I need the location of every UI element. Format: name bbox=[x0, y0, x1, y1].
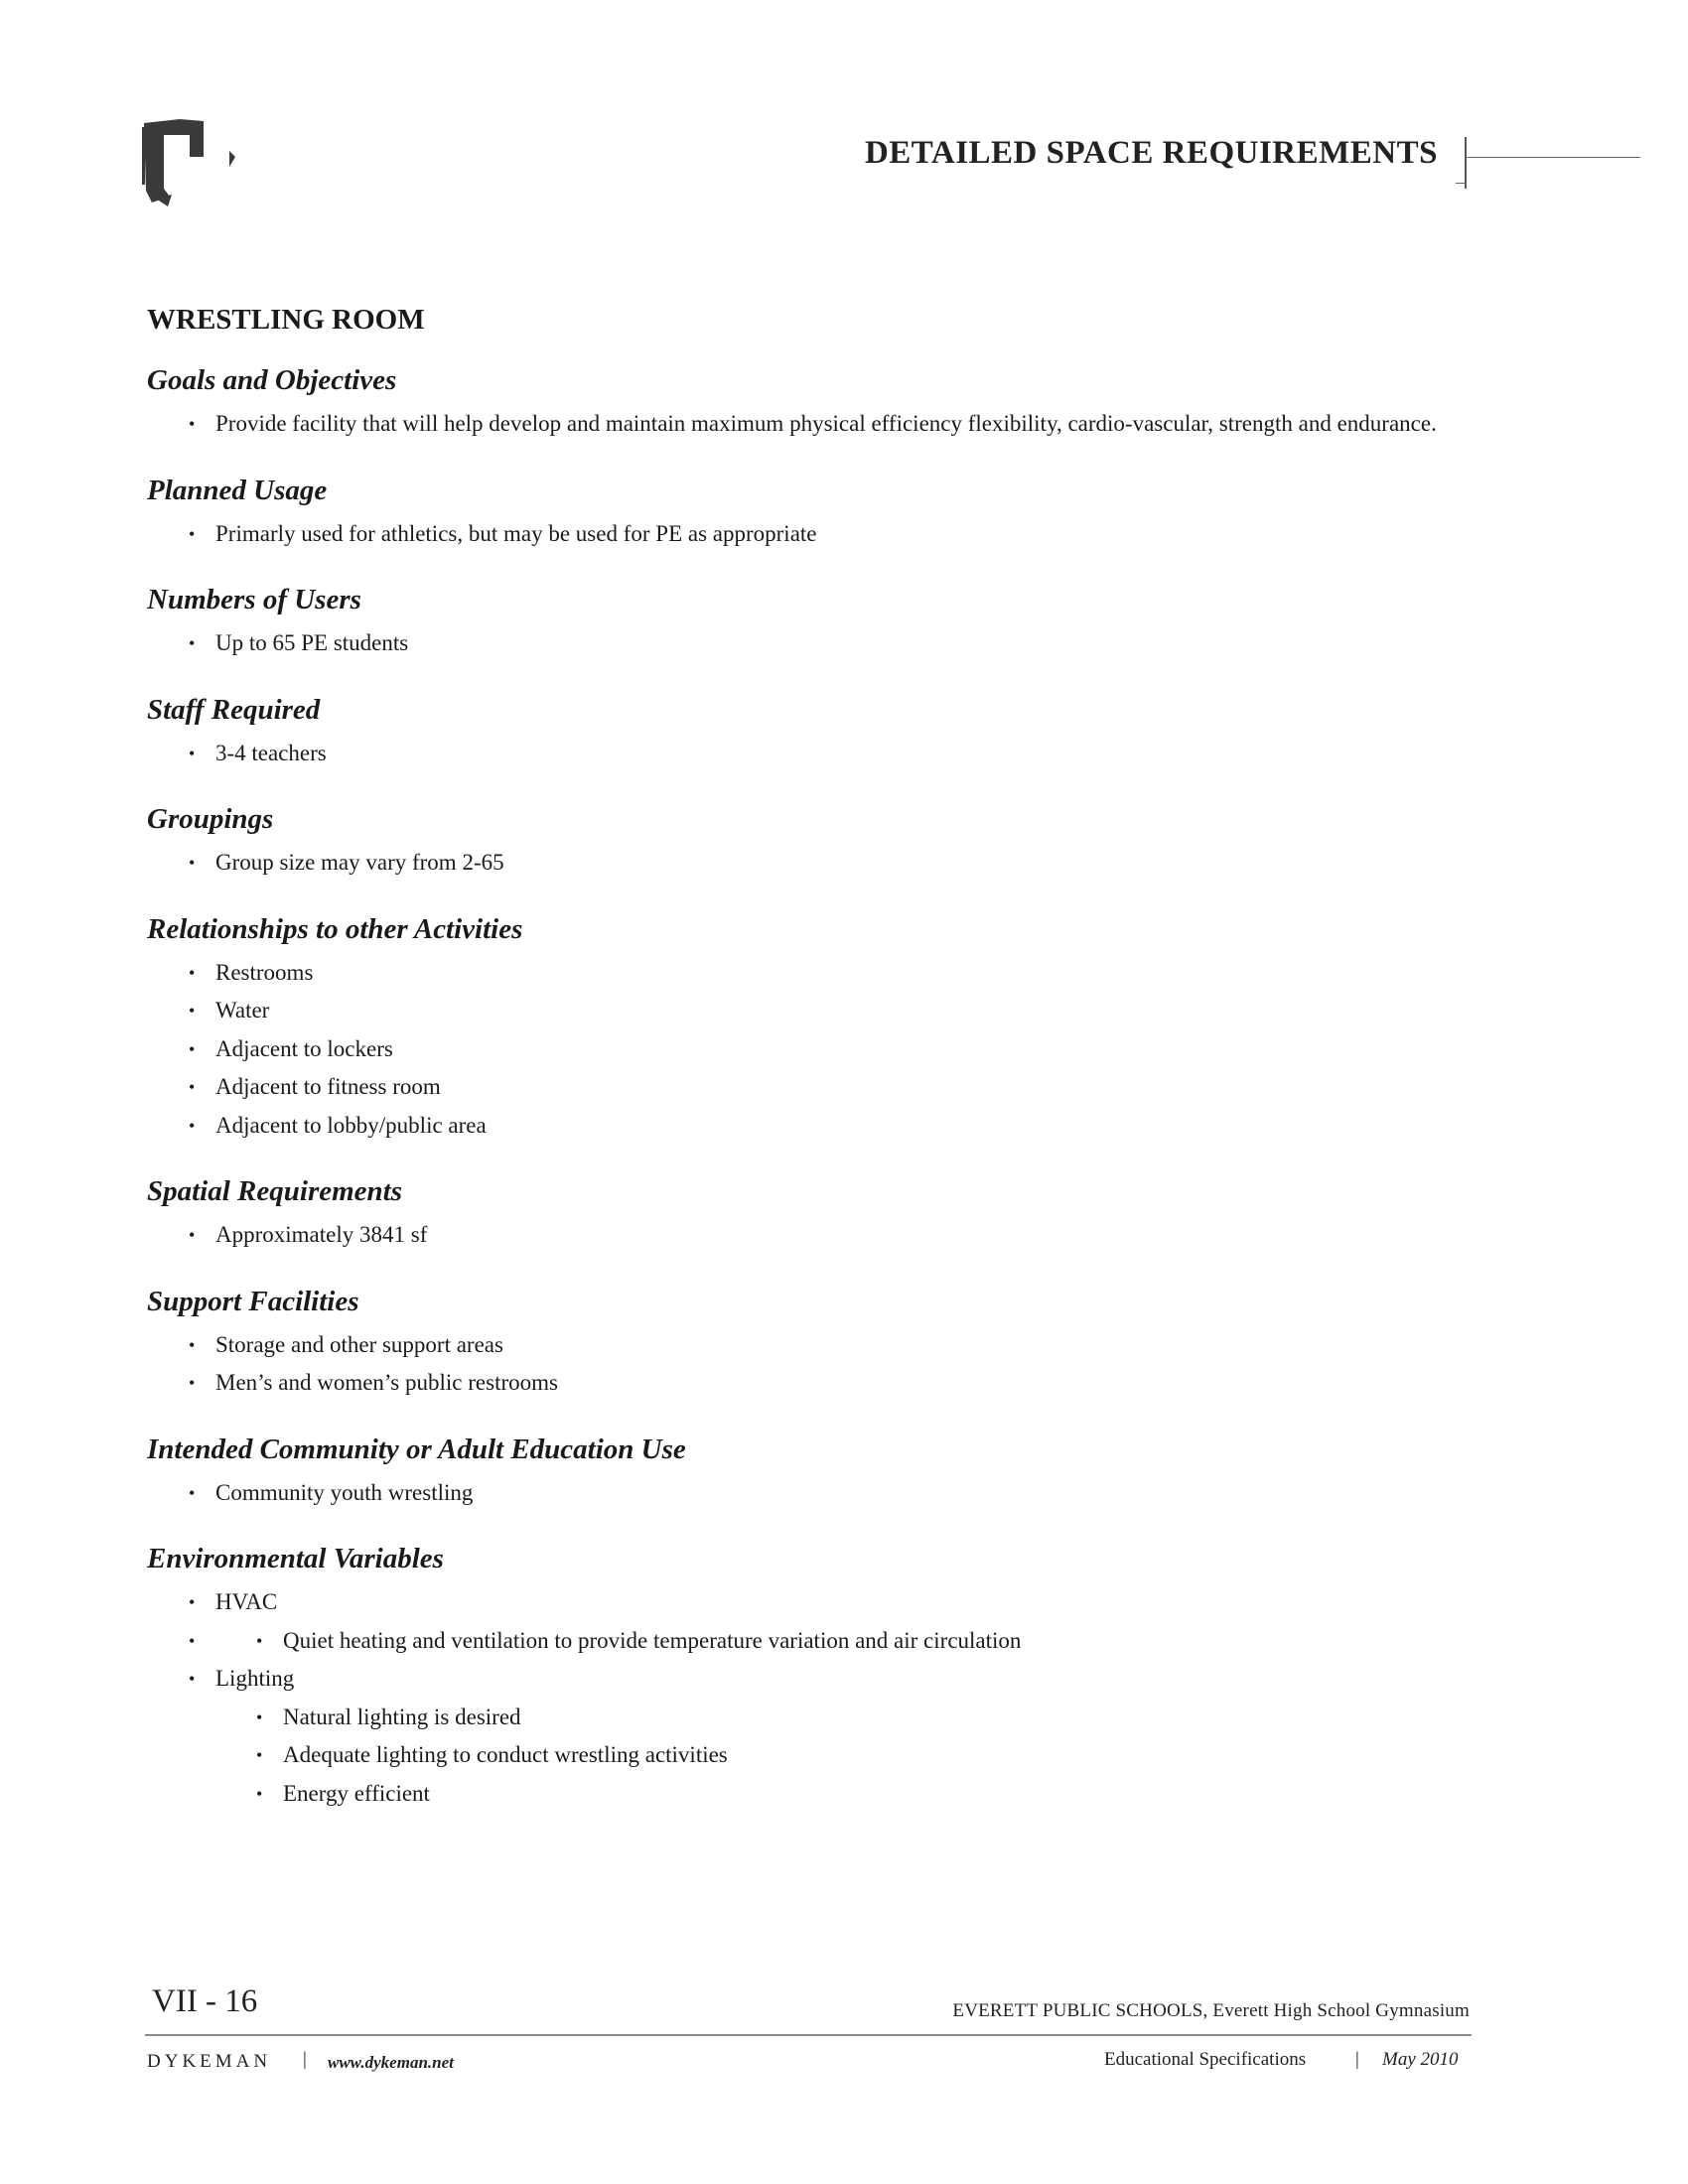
section-heading: Goals and Objectives bbox=[147, 364, 397, 396]
sub-list-item: • Natural lighting is desired bbox=[256, 1699, 1477, 1737]
document-body bbox=[147, 304, 1477, 1842]
section-numbers-of-users bbox=[147, 582, 1477, 663]
section-spatial-requirements bbox=[147, 1173, 1477, 1255]
list-item-hvac: • HVAC bbox=[189, 1583, 1477, 1622]
section-goals bbox=[147, 362, 1477, 444]
footer-url-link[interactable]: www.dykeman.net bbox=[328, 2053, 454, 2072]
section-heading: Planned Usage bbox=[147, 474, 328, 506]
header-rule-tick bbox=[1456, 183, 1466, 184]
list-item: • Approximately 3841 sf bbox=[189, 1216, 1477, 1255]
section-heading: Support Facilities bbox=[147, 1285, 359, 1317]
section-heading: Relationships to other Activities bbox=[147, 912, 523, 945]
list-item: • Water bbox=[189, 992, 1477, 1030]
section-support-facilities bbox=[147, 1284, 1477, 1403]
list-item: • Adjacent to lockers bbox=[189, 1030, 1477, 1069]
list-item: • Up to 65 PE students bbox=[189, 624, 1477, 663]
header-rule bbox=[1466, 157, 1640, 158]
list-item: • 3-4 teachers bbox=[189, 735, 1477, 773]
list-item: • Adjacent to fitness room bbox=[189, 1068, 1477, 1107]
footer-spec-label: Educational Specifications bbox=[1104, 2049, 1307, 2070]
list-item-lighting: • Lighting bbox=[189, 1660, 1477, 1699]
sub-list-item: • • Quiet heating and ventilation to provide temperature variation and air circulation bbox=[256, 1622, 1477, 1661]
dykeman-logo-icon bbox=[142, 117, 251, 211]
sub-list-container bbox=[189, 1622, 1477, 1661]
list-item: • Storage and other support areas bbox=[189, 1326, 1477, 1365]
section-heading: Groupings bbox=[147, 803, 274, 835]
section-planned-usage bbox=[147, 473, 1477, 554]
section-heading: Environmental Variables bbox=[147, 1543, 444, 1574]
list-item: • Community youth wrestling bbox=[189, 1474, 1477, 1513]
section-heading: Spatial Requirements bbox=[147, 1175, 403, 1207]
page-header-title: DETAILED SPACE REQUIREMENTS bbox=[864, 135, 1438, 171]
sub-list-item: • Energy efficient bbox=[256, 1775, 1477, 1814]
page-number: VII - 16 bbox=[152, 1983, 258, 2019]
list-item: • Adjacent to lobby/public area bbox=[189, 1107, 1477, 1146]
section-staff-required bbox=[147, 692, 1477, 773]
list-item: • Provide facility that will help develop and maintain maximum physical efficiency flexibility, cardio-vascular, strength and endurance. bbox=[189, 405, 1477, 444]
list-item: • Men’s and women’s public restrooms bbox=[189, 1364, 1477, 1403]
sub-list-item: • Adequate lighting to conduct wrestling activities bbox=[256, 1736, 1477, 1775]
section-community-use bbox=[147, 1432, 1477, 1513]
list-item: • Group size may vary from 2-65 bbox=[189, 844, 1477, 883]
footer-separator: | bbox=[1355, 2049, 1359, 2070]
footer-organization: EVERETT PUBLIC SCHOOLS, Everett High School Gymnasium bbox=[952, 2000, 1470, 2021]
document-title: WRESTLING ROOM bbox=[147, 304, 425, 336]
footer-date: May 2010 bbox=[1382, 2049, 1459, 2070]
section-environmental-variables bbox=[147, 1541, 1477, 1813]
footer-brand: DYKEMAN bbox=[147, 2051, 272, 2072]
footer-divider bbox=[145, 2034, 1472, 2036]
header-divider bbox=[1465, 137, 1467, 189]
list-item: • Primarly used for athletics, but may be used for PE as appropriate bbox=[189, 515, 1477, 554]
footer-separator: | bbox=[303, 2049, 307, 2070]
section-relationships bbox=[147, 911, 1477, 1146]
section-heading: Numbers of Users bbox=[147, 584, 361, 615]
section-groupings bbox=[147, 801, 1477, 883]
section-heading: Staff Required bbox=[147, 693, 321, 726]
section-heading: Intended Community or Adult Education Use bbox=[147, 1433, 686, 1465]
list-item: • Restrooms bbox=[189, 954, 1477, 993]
